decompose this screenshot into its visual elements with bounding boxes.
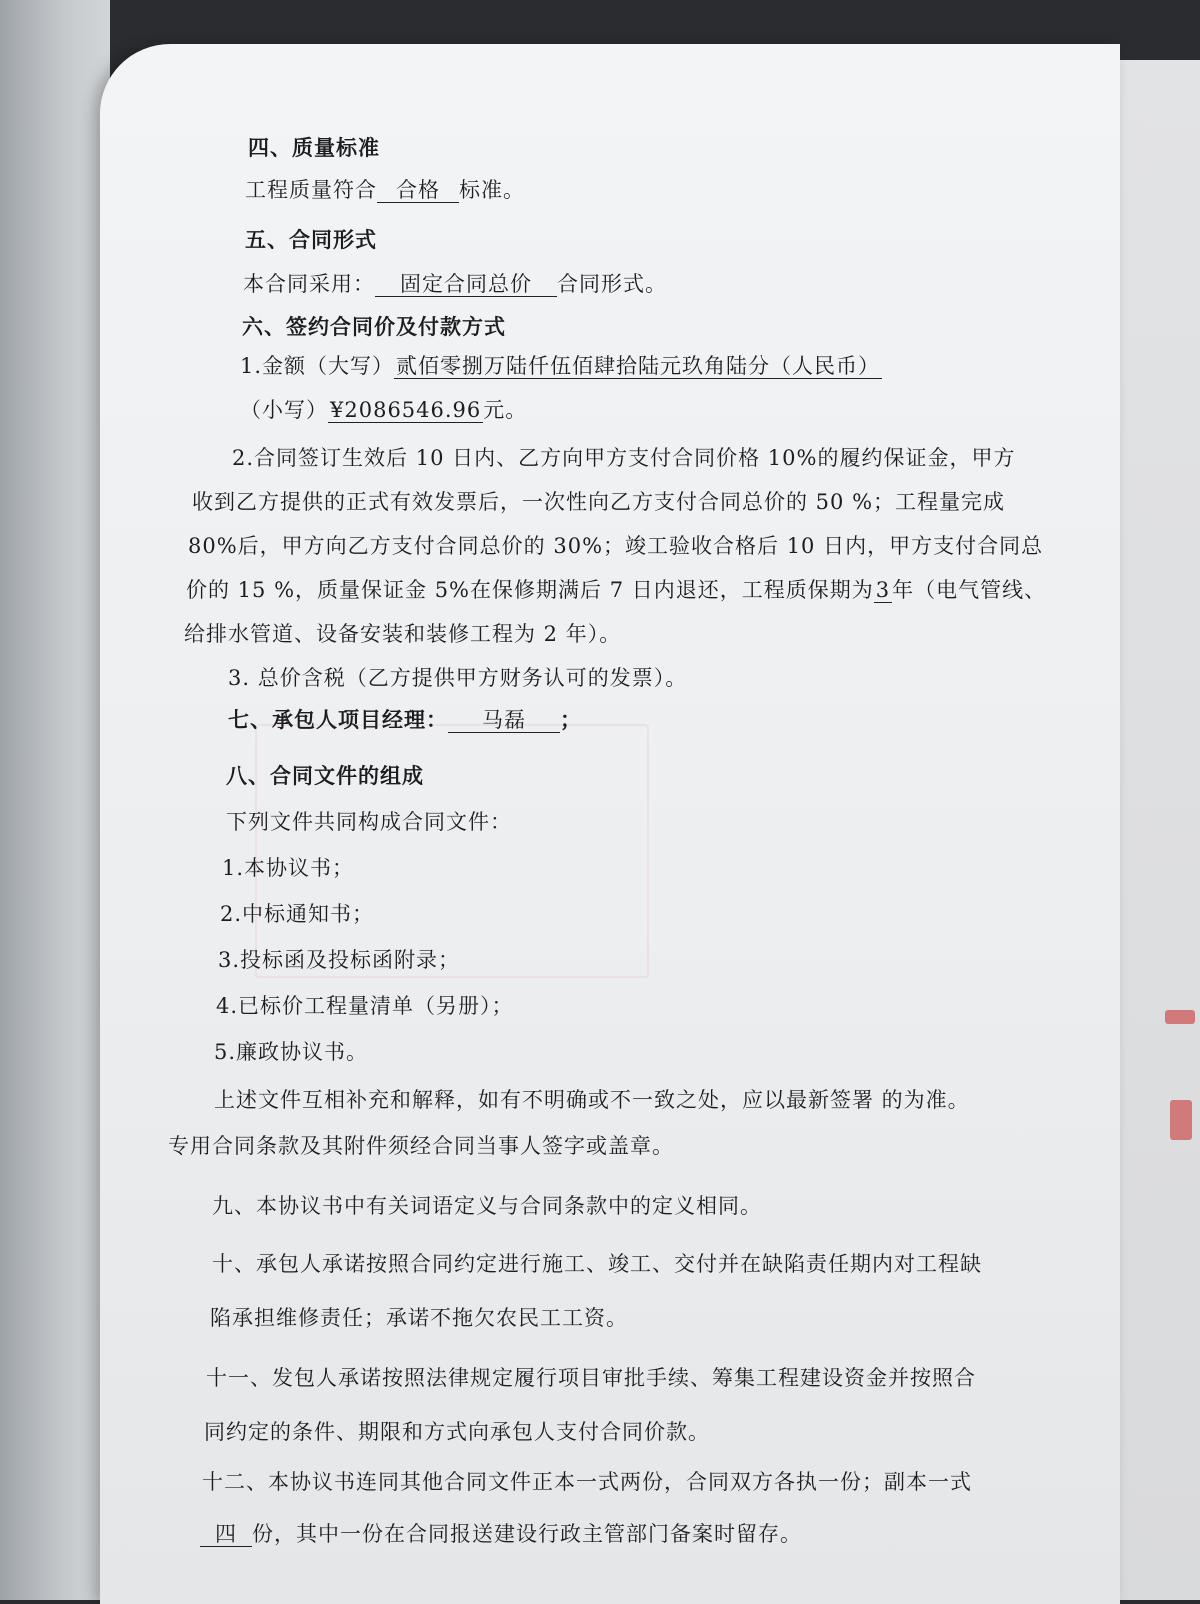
document-list-item: 4.已标价工程量清单（另册）； — [216, 994, 514, 1018]
payment-line-3: 80%后，甲方向乙方支付合同总价的 30%；竣工验收合格后 10 日内，甲方支付合同总 — [188, 534, 1044, 558]
interpretation-line-2: 专用合同条款及其附件须经合同当事人签字或盖章。 — [168, 1134, 674, 1158]
contract-form-value: 固定合同总价 — [375, 272, 557, 297]
section-5-title: 五、合同形式 — [245, 227, 377, 252]
tax-clause: 3. 总价含税（乙方提供甲方财务认可的发票）。 — [228, 666, 688, 690]
copies-count-value: 四 — [200, 1522, 252, 1547]
contract-form-line — [243, 268, 667, 298]
desk-background — [0, 0, 110, 1600]
document-list-item: 1.本协议书； — [222, 856, 355, 880]
amount-words-value: 贰佰零捌万陆仟伍佰肆拾陆元玖角陆分（人民币） — [396, 354, 881, 378]
project-manager-label: 七、承包人项目经理： — [228, 707, 448, 732]
project-manager-suffix: ； — [560, 707, 582, 732]
payment-line-1: 2.合同签订生效后 10 日内、乙方向甲方支付合同价格 10%的履约保证金，甲方 — [232, 446, 1016, 470]
document-page — [100, 44, 1120, 1604]
quality-prefix: 工程质量符合 — [245, 178, 377, 202]
payment-line-5: 给排水管道、设备安装和装修工程为 2 年）。 — [184, 622, 622, 646]
section-11-line-1: 十一、发包人承诺按照法律规定履行项目审批手续、筹集工程建设资金并按照合 — [206, 1366, 976, 1390]
interpretation-line-1: 上述文件互相补充和解释，如有不明确或不一致之处，应以最新签署 的为准。 — [214, 1088, 970, 1112]
section-12-line-1: 十二、本协议书连同其他合同文件正本一式两份，合同双方各执一份；副本一式 — [202, 1470, 972, 1494]
section-8-title: 八、合同文件的组成 — [226, 763, 424, 788]
amount-figures-line — [240, 394, 527, 424]
quality-line — [245, 174, 525, 204]
payment-line-4-prefix: 价的 15 %，质量保证金 5%在保修期满后 7 日内退还，工程质保期为 — [186, 578, 874, 602]
document-list-item: 2.中标通知书； — [220, 902, 375, 926]
documents-intro: 下列文件共同构成合同文件： — [226, 810, 512, 834]
quality-suffix: 标准。 — [459, 178, 525, 202]
amount-words-prefix: 1.金额（大写） — [240, 354, 395, 378]
section-10-line-2: 陷承担维修责任；承诺不拖欠农民工工资。 — [210, 1306, 628, 1330]
document-list-item: 3.投标函及投标函附录； — [218, 948, 461, 972]
section-11-line-2: 同约定的条件、期限和方式向承包人支付合同价款。 — [204, 1420, 710, 1444]
red-stamp-edge — [1170, 1100, 1192, 1140]
project-manager-line — [228, 704, 582, 734]
amount-figures-suffix: 元。 — [483, 398, 528, 422]
section-4-title: 四、质量标准 — [248, 135, 380, 160]
payment-line-4 — [186, 574, 1046, 604]
contract-form-suffix: 合同形式。 — [557, 272, 667, 296]
amount-words-line — [240, 350, 882, 380]
section-10-line-1: 十、承包人承诺按照合同约定进行施工、竣工、交付并在缺陷责任期内对工程缺 — [212, 1252, 982, 1276]
section-12-line-2-text: 份，其中一份在合同报送建设行政主管部门备案时留存。 — [252, 1522, 802, 1546]
warranty-years-value: 3 — [875, 578, 891, 602]
document-list-item: 5.廉政协议书。 — [214, 1040, 369, 1064]
amount-figures-value: ¥2086546.96 — [330, 398, 482, 422]
section-9: 九、本协议书中有关词语定义与合同条款中的定义相同。 — [212, 1194, 762, 1218]
contract-form-prefix: 本合同采用： — [243, 272, 375, 296]
quality-value: 合格 — [377, 178, 459, 203]
section-12-line-2 — [200, 1518, 802, 1548]
amount-figures-prefix: （小写） — [240, 398, 328, 422]
payment-line-2: 收到乙方提供的正式有效发票后，一次性向乙方支付合同总价的 50 %；工程量完成 — [192, 490, 1006, 514]
project-manager-value: 马磊 — [448, 708, 560, 733]
underlying-sheet — [1120, 60, 1200, 1600]
section-6-title: 六、签约合同价及付款方式 — [242, 314, 506, 339]
payment-line-4-suffix: 年（电气管线、 — [892, 578, 1047, 602]
red-stamp-edge — [1165, 1010, 1195, 1024]
